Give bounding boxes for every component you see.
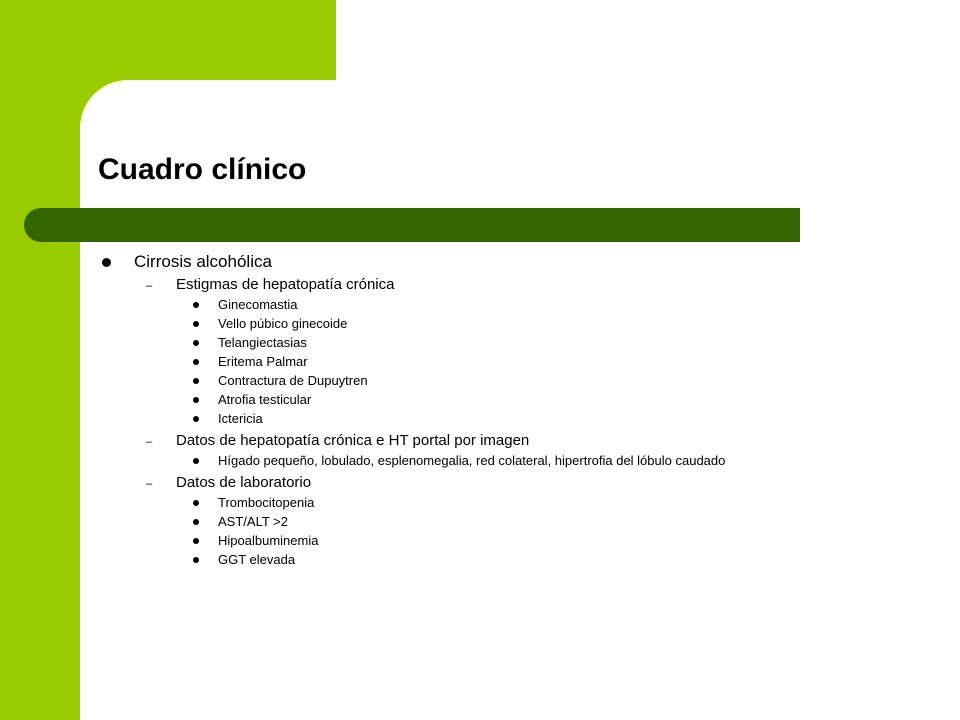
sub-sub-bullet-text: Telangiectasias (218, 335, 307, 350)
bullet-dot-icon (193, 340, 199, 346)
title-underline-bar (24, 208, 800, 242)
bullet-dot-icon (193, 538, 199, 544)
bullet-dot-icon (193, 302, 199, 308)
sub-sub-bullet-item (0, 493, 900, 512)
slide-title: Cuadro clínico (98, 153, 307, 186)
bullet-dot-icon (102, 258, 111, 267)
sub-sub-bullet-item (0, 333, 900, 352)
sub-bullet-text: Datos de laboratorio (176, 474, 312, 491)
sub-sub-bullet-item (0, 550, 900, 569)
sub-sub-bullet-text: Contractura de Dupuytren (218, 373, 368, 388)
sub-sub-bullet-text: Trombocitopenia (218, 495, 315, 510)
dash-bullet-icon: – (146, 436, 153, 448)
bullet-dot-icon (193, 458, 199, 464)
dash-bullet-icon: – (146, 280, 153, 292)
sub-sub-bullet-text: Hipoalbuminemia (218, 533, 319, 548)
dash-bullet-icon: – (146, 478, 153, 490)
bullet-dot-icon (193, 519, 199, 525)
bullet-text: Cirrosis alcohólica (134, 252, 272, 271)
bullet-item (0, 250, 900, 274)
sub-sub-bullet-item (0, 371, 900, 390)
sub-sub-bullet-text: Ginecomastia (218, 297, 298, 312)
bullet-dot-icon (193, 500, 199, 506)
sub-sub-bullet-text: Eritema Palmar (218, 354, 308, 369)
sub-sub-bullet-item (0, 531, 900, 550)
sub-bullet-text: Estigmas de hepatopatía crónica (176, 276, 395, 293)
sub-sub-bullet-item (0, 295, 900, 314)
bullet-dot-icon (193, 416, 199, 422)
sub-sub-bullet-text: Ictericia (218, 411, 263, 426)
sub-bullet-item (0, 473, 900, 493)
sub-bullet-item (0, 431, 900, 451)
sub-sub-bullet-item (0, 314, 900, 333)
bullet-dot-icon (193, 557, 199, 563)
sub-sub-bullet-item (0, 352, 900, 371)
sub-sub-bullet-text: Hígado pequeño, lobulado, esplenomegalia, red colateral, hipertrofia del lóbulo caudado (218, 453, 726, 468)
sub-sub-bullet-item (0, 451, 900, 472)
bullet-dot-icon (193, 321, 199, 327)
bullet-dot-icon (193, 378, 199, 384)
sub-sub-bullet-text: Atrofia testicular (218, 392, 312, 407)
sub-sub-bullet-text: Vello púbico ginecoide (218, 316, 348, 331)
sub-bullet-item (0, 275, 900, 295)
bullet-dot-icon (193, 397, 199, 403)
sub-sub-bullet-text: AST/ALT >2 (218, 514, 288, 529)
sub-sub-bullet-item (0, 409, 900, 430)
slide-body (0, 250, 900, 569)
sub-sub-bullet-item (0, 512, 900, 531)
sub-bullet-text: Datos de hepatopatía crónica e HT portal por imagen (176, 432, 530, 449)
bullet-dot-icon (193, 359, 199, 365)
sub-sub-bullet-item (0, 390, 900, 409)
bullet-list (0, 250, 900, 569)
sub-sub-bullet-text: GGT elevada (218, 552, 296, 567)
